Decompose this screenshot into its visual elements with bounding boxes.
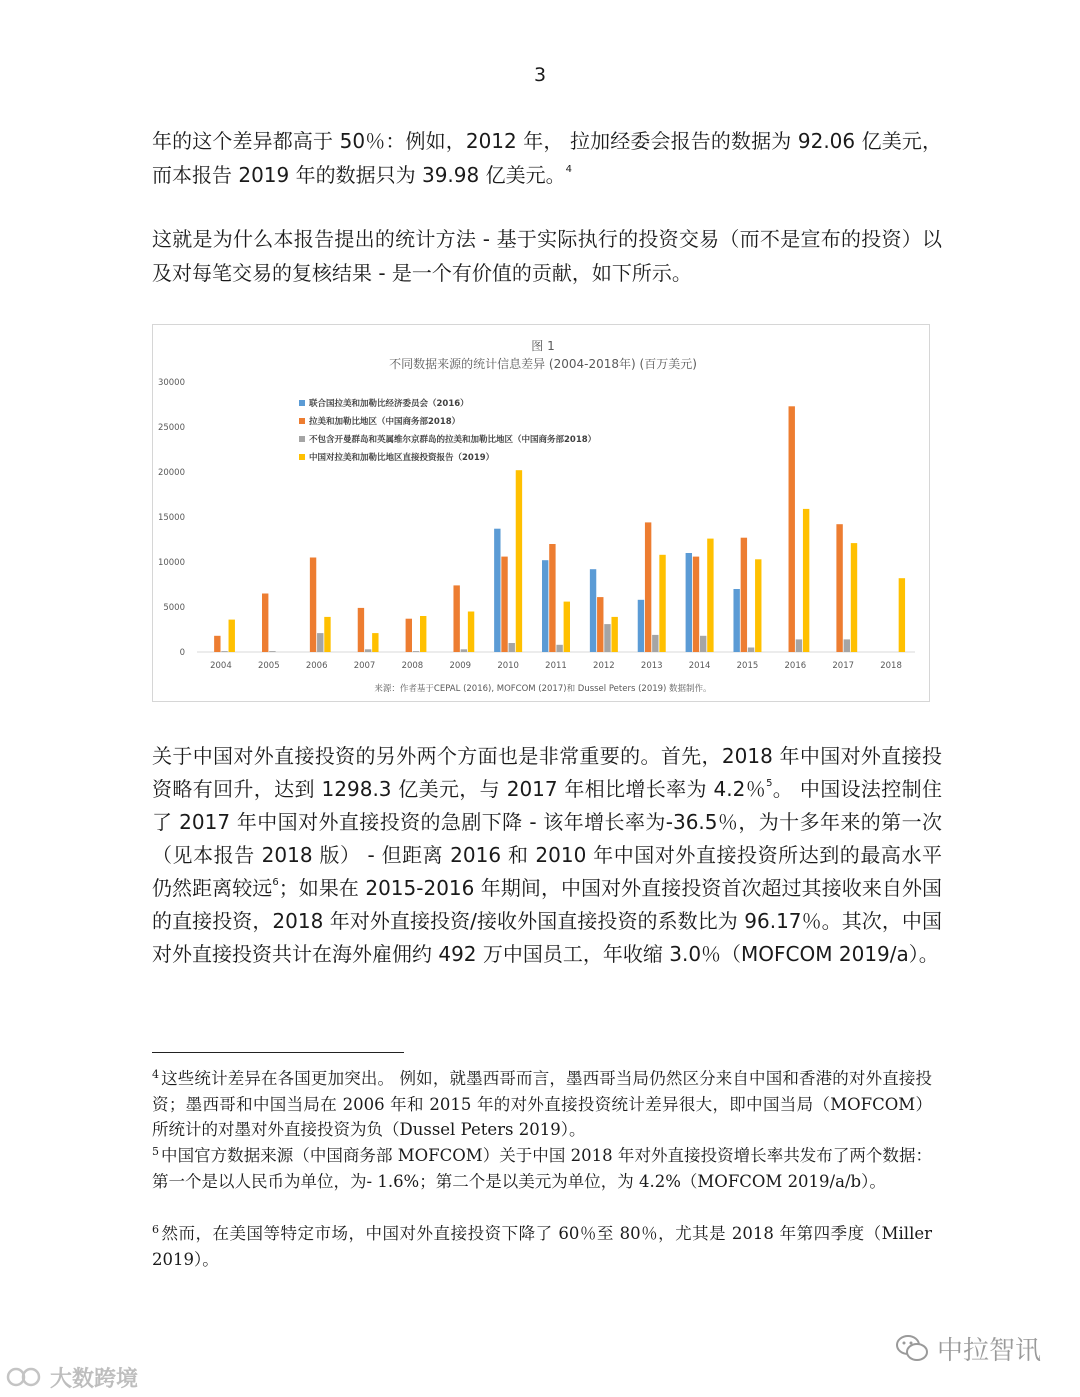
bar-2 [501,557,507,652]
bar-2 [310,558,316,653]
x-tick-label: 2013 [640,661,663,671]
paragraph-1-text: 年的这个差异都高于 50％：例如，2012 年， 拉加经委会报告的数据为 92.06 亿美元，而本报告 2019 年的数据只为 39.98 亿美元。 [152,129,942,187]
bar-3 [413,651,419,652]
bar-3 [317,633,323,652]
bar-3 [796,639,802,652]
legend-swatch-3 [299,436,305,442]
bar-2 [693,557,699,652]
bar-3 [748,648,754,653]
bar-chart [153,325,929,701]
footnote-4-text: 这些统计差异在各国更加突出。 例如，就墨西哥而言，墨西哥当局仍然区分来自中国和香港的对外直接投资；墨西哥和中国当局在 2006 年和 2015 年的对外直接投资统计差异很大，即中国当局（MOFCOM）所统计的对墨对外直接投资为负（Dussel Peters 2019）。 [152,1069,932,1139]
bar-3 [509,643,515,652]
x-tick-label: 2007 [353,661,376,671]
paragraph-3-text-a: 关于中国对外直接投资的另外两个方面也是非常重要的。首先，2018 年中国对外直接投资略有回升，达到 1298.3 亿美元，与 2017 年相比增长率为 4.2％ [152,744,942,801]
x-tick-label: 2018 [880,661,902,671]
footnote-ref-6[interactable]: 6 [272,877,279,888]
watermark-dashu [6,1362,138,1392]
y-tick-label: 20000 [157,468,185,478]
x-tick-label: 2005 [257,661,280,671]
x-tick-label: 2017 [832,661,855,671]
bar-2 [549,544,555,652]
bar-4 [899,578,905,652]
bar-4 [611,617,617,652]
y-tick-label: 10000 [157,558,185,568]
bar-2 [214,636,220,652]
paragraph-3-text-b: 。 中国设法控制住了 2017 年中国对外直接投资的急剧下降 - 该年增长率为-36.5％，为十多年来的第一次（见本报告 2018 版） - 但距离 2016 和 2010 年中国对外直接投资所达到的最高水平仍然距离较远 [152,777,942,900]
logo-icon [6,1364,46,1390]
footnote-5-mark: 5 [152,1145,159,1158]
bar-3 [844,639,850,652]
x-tick-label: 2006 [305,661,328,671]
footnote-ref-4[interactable]: 4 [565,164,572,175]
footnote-4-mark: 4 [152,1068,159,1081]
bar-1 [542,560,548,652]
bar-4 [372,633,378,652]
bar-1 [686,553,692,652]
bar-2 [358,608,364,652]
bar-1 [494,529,500,652]
footnote-ref-5[interactable]: 5 [766,778,773,789]
footnote-6-mark: 6 [152,1223,159,1236]
footnote-6 [152,1221,932,1272]
bar-2 [836,524,842,652]
x-tick-label: 2014 [688,661,711,671]
chart-subtitle: 不同数据来源的统计信息差异 (2004-2018年) (百万美元) [389,357,697,371]
x-tick-label: 2016 [784,661,807,671]
bar-3 [700,636,706,652]
bar-2 [741,538,747,652]
legend-label-3: 不包含开曼群岛和英属维尔京群岛的拉美和加勒比地区（中国商务部2018） [309,435,597,445]
footnote-4 [152,1066,932,1143]
bar-4 [564,602,570,652]
bar-4 [851,543,857,652]
footnote-5 [152,1143,932,1194]
legend-label-2: 拉美和加勒比地区（中国商务部2018） [309,417,461,427]
y-tick-label: 15000 [157,513,185,523]
bar-1 [590,569,596,652]
paragraph-1 [152,124,942,192]
bar-4 [516,470,522,652]
bar-2 [645,522,651,652]
watermark-right-text: 中拉智讯 [937,1335,1042,1366]
y-tick-label: 30000 [157,378,185,388]
legend-swatch-2 [299,418,305,424]
x-tick-label: 2009 [449,661,472,671]
watermark-left-text: 大数跨境 [50,1366,139,1392]
bar-3 [365,649,371,652]
y-tick-label: 5000 [163,603,185,613]
bar-3 [604,624,610,652]
y-tick-label: 0 [179,648,185,658]
x-tick-label: 2011 [545,661,567,671]
footnote-5-text: 中国官方数据来源（中国商务部 MOFCOM）关于中国 2018 年对外直接投资增长率共发布了两个数据：第一个是以人民币为单位，为- 1.6%；第二个是以美元为单位，为 4.2%（MOFCOM 2019/a/b）。 [152,1146,932,1191]
x-tick-label: 2012 [593,661,615,671]
bar-3 [221,651,227,652]
legend-label-4: 中国对拉美和加勒比地区直接投资报告（2019） [309,453,495,463]
bar-1 [733,589,739,652]
paragraph-3-text-c: ；如果在 2015-2016 年期间，中国对外直接投资首次超过其接收来自外国的直接投资，2018 年对外直接投资/接收外国直接投资的系数比为 96.17％。其次，中国对外直接投资共计在海外雇佣约 492 万中国员工，年收缩 3.0％（MOFCOM 2019/a）。 [152,876,943,966]
paragraph-3 [152,740,942,971]
bar-4 [803,509,809,652]
paragraph-2: 这就是为什么本报告提出的统计方法 - 基于实际执行的投资交易（而不是宣布的投资）以及对每笔交易的复核结果 - 是一个有价值的贡献，如下所示。 [152,227,942,285]
bar-4 [468,612,474,653]
bar-2 [597,597,603,652]
legend-label-1: 联合国拉美和加勒比经济委员会（2016） [309,399,469,409]
x-tick-label: 2015 [736,661,759,671]
bar-3 [461,649,467,652]
page-number: 3 [533,64,547,86]
bar-3 [652,635,658,652]
figure-1 [152,324,930,702]
chart-title: 图 1 [531,339,555,353]
wechat-icon [895,1333,929,1363]
bar-3 [556,645,562,652]
legend-swatch-4 [299,454,305,460]
bar-4 [707,539,713,652]
x-tick-label: 2004 [210,661,232,671]
footnote-6-text: 然而，在美国等特定市场，中国对外直接投资下降了 60％至 80％，尤其是 2018 年第四季度（Miller 2019）。 [152,1224,932,1269]
legend-swatch-1 [299,400,305,406]
watermark-zhongla [895,1328,1041,1368]
bar-3 [269,651,275,652]
chart-source: 来源：作者基于CEPAL (2016), MOFCOM (2017)和 Dussel Peters (2019) 数据制作。 [374,684,712,694]
bar-2 [262,594,268,653]
footnote-divider [152,1052,404,1053]
bar-4 [229,620,235,652]
bar-1 [638,600,644,652]
bar-2 [789,406,795,652]
y-tick-label: 25000 [157,423,185,433]
x-tick-label: 2010 [497,661,519,671]
bar-4 [659,555,665,652]
bar-2 [453,585,459,652]
x-tick-label: 2008 [401,661,424,671]
bar-4 [324,617,330,652]
bar-2 [406,619,412,652]
bar-4 [755,559,761,652]
bar-4 [420,616,426,652]
